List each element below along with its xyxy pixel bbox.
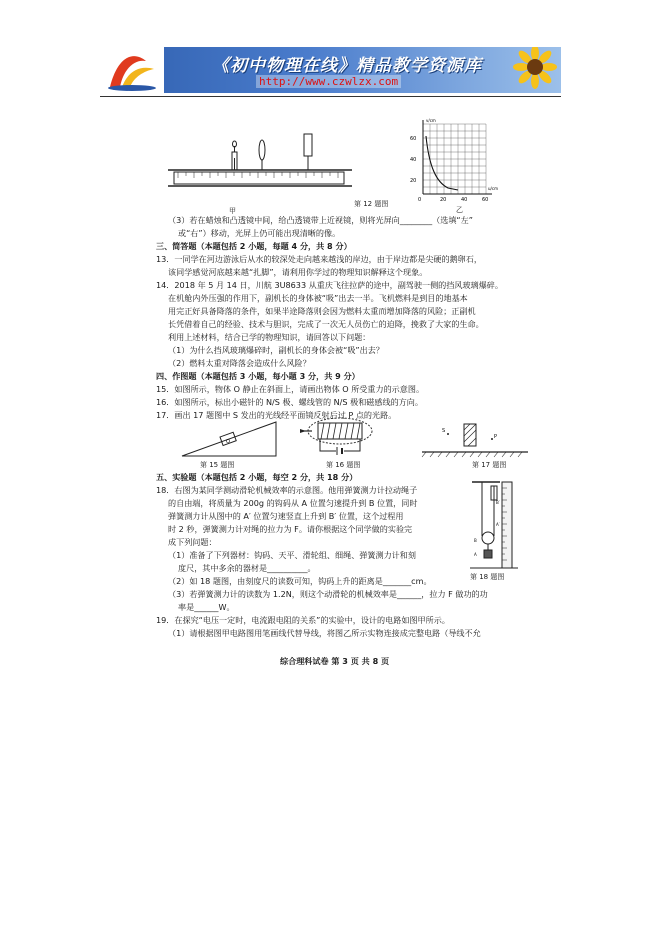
q12-3-line2: 或“右”）移动，光屏上仍可能出现清晰的像。 <box>178 228 341 238</box>
fig18-label-a2: A′ <box>496 522 500 527</box>
fig17-mirror <box>420 420 530 460</box>
q14-line4: 长凭借着自己的经验、技术与胆识，完成了一次无人员伤亡的迫降，挽救了大家的生命。 <box>168 319 484 329</box>
graph-y-label: v/cm <box>426 118 436 123</box>
fig17-point-s: S <box>442 428 446 434</box>
q14-sub1: （1）为什么挡风玻璃爆碎时，副机长的身体会被“吸”出去？ <box>168 345 384 355</box>
q18-sub3-line2: 率是______W。 <box>178 602 235 612</box>
graph-x-label: u/cm <box>488 186 498 191</box>
fig12-optical-bench <box>166 128 356 208</box>
q13-line2: 该同学感觉河底越来越“扎脚”，请利用你学过的物理知识解释这个现象。 <box>168 267 428 277</box>
q18-line3: 弹簧测力计从图中的 A′ 位置匀速竖直上升到 B′ 位置，这个过程用 <box>168 511 404 521</box>
banner-title: 《初中物理在线》精品教学资源库 <box>212 56 482 76</box>
q13-line1: 13．一同学在河边游泳后从水的较深处走向越来越浅的岸边，由于岸边都是尖硬的鹅卵石， <box>156 254 482 264</box>
q16-text: 16．如图所示，标出小磁针的 N/S 极、螺线管的 N/S 极和磁感线的方向。 <box>156 397 423 407</box>
fig18-label-a: A <box>474 552 477 557</box>
section-4-heading: 四、作图题（本题包括 3 小题，每小题 3 分，共 9 分） <box>156 371 360 381</box>
q18-sub2: （2）如 18 题图，由刻度尺的读数可知，钩码上升的距离是_______cm。 <box>168 576 432 586</box>
q14-line3: 用完正好具备降落的条件，如果半途降落则会因为燃料太重而增加降落的风险；正副机 <box>168 306 476 316</box>
fig17-point-p: P <box>494 434 498 440</box>
q18-line1: 18．右图为某同学测动滑轮机械效率的示意图。他用弹簧测力计拉动绳子 <box>156 485 418 495</box>
q12-3-line1: （3）若在蜡烛和凸透镜中间，给凸透镜带上近视镜，则将光屏向________（选填“左” <box>168 215 473 225</box>
fig12-caption: 第 12 题图 <box>354 200 389 208</box>
q19-line2: （1）请根据图甲电路图用笔画线代替导线，将图乙所示实物连接成完整电路（导线不允 <box>168 628 481 638</box>
q14-line5: 利用上述材料，结合已学的物理知识，请回答以下问题： <box>168 332 371 342</box>
q14-line1: 14．2018 年 5 月 14 日，川航 3U8633 从重庆飞往拉萨的途中，副驾驶一侧的挡风玻璃爆碎。 <box>156 280 503 290</box>
q18-line5: 成下列问题： <box>168 537 217 547</box>
graph-x-tick: 40 <box>461 197 468 203</box>
q14-sub2: （2）燃料太重对降落会造成什么风险？ <box>168 358 311 368</box>
fig16-solenoid <box>298 415 378 459</box>
q18-sub1-line1: （1）准备了下列器材：钩码、天平、滑轮组、细绳、弹簧测力计和刻 <box>168 550 416 560</box>
fig12-jia-label: 甲 <box>229 207 236 215</box>
q17-text: 17．画出 17 题图中 S 发出的光线经平面镜反射后过 P 点的光路。 <box>156 410 397 420</box>
fig18-caption: 第 18 题图 <box>470 573 505 581</box>
q14-line2: 在机舱内外压强的作用下，副机长的身体被“吸”出去一半。飞机燃料是到目的地基本 <box>168 293 468 303</box>
fig15-object-label: O <box>226 439 230 445</box>
sunflower-icon <box>501 47 561 93</box>
banner-url[interactable]: http://www.czwlzx.com <box>256 75 401 88</box>
q19-line1: 19．在探究“电压一定时，电流跟电阻的关系”的实验中，设计的电路如图甲所示。 <box>156 615 450 625</box>
fig16-caption: 第 16 题图 <box>326 461 361 469</box>
q18-line2: 的自由端，将质量为 200g 的钩码从 A 位置匀速提升到 B 位置，同时 <box>168 498 418 508</box>
fig15-incline <box>180 420 280 460</box>
q18-sub1-line2: 度尺，其中多余的器材是__________。 <box>178 563 316 573</box>
graph-x-tick: 20 <box>440 197 447 203</box>
graph-y-tick: 40 <box>410 157 417 163</box>
header-rule <box>100 96 561 97</box>
q18-sub3-line1: （3）若弹簧测力计的读数为 1.2N，则这个动滑轮的机械效率是______，拉力 F 做功的功 <box>168 589 488 599</box>
section-3-heading: 三、简答题（本题包括 2 小题，每题 4 分，共 8 分） <box>156 241 352 251</box>
site-logo <box>100 47 164 93</box>
graph-y-tick: 20 <box>410 178 417 184</box>
fig17-caption: 第 17 题图 <box>472 461 507 469</box>
fig12-yi-label: 乙 <box>456 206 463 214</box>
graph-y-tick: 60 <box>410 136 417 142</box>
graph-x-tick: 0 <box>418 197 422 203</box>
fig18-label-b2: B′ <box>496 500 500 505</box>
q18-line4: 时 2 秒，弹簧测力计对绳的拉力为 F。请你根据这个同学做的实验完 <box>168 524 413 534</box>
page-footer: 综合理科试卷 第 3 页 共 8 页 <box>280 656 390 666</box>
q15-text: 15．如图所示，物体 O 静止在斜面上，请画出物体 O 所受重力的示意图。 <box>156 384 425 394</box>
graph-x-tick: 60 <box>482 197 489 203</box>
header-banner <box>100 47 561 93</box>
section-5-heading: 五、实验题（本题包括 2 小题，每空 2 分，共 18 分） <box>156 472 358 482</box>
fig18-label-b: B <box>474 538 477 543</box>
fig18-pulley <box>468 480 522 572</box>
fig15-caption: 第 15 题图 <box>200 461 235 469</box>
fig12-graph <box>396 116 506 206</box>
